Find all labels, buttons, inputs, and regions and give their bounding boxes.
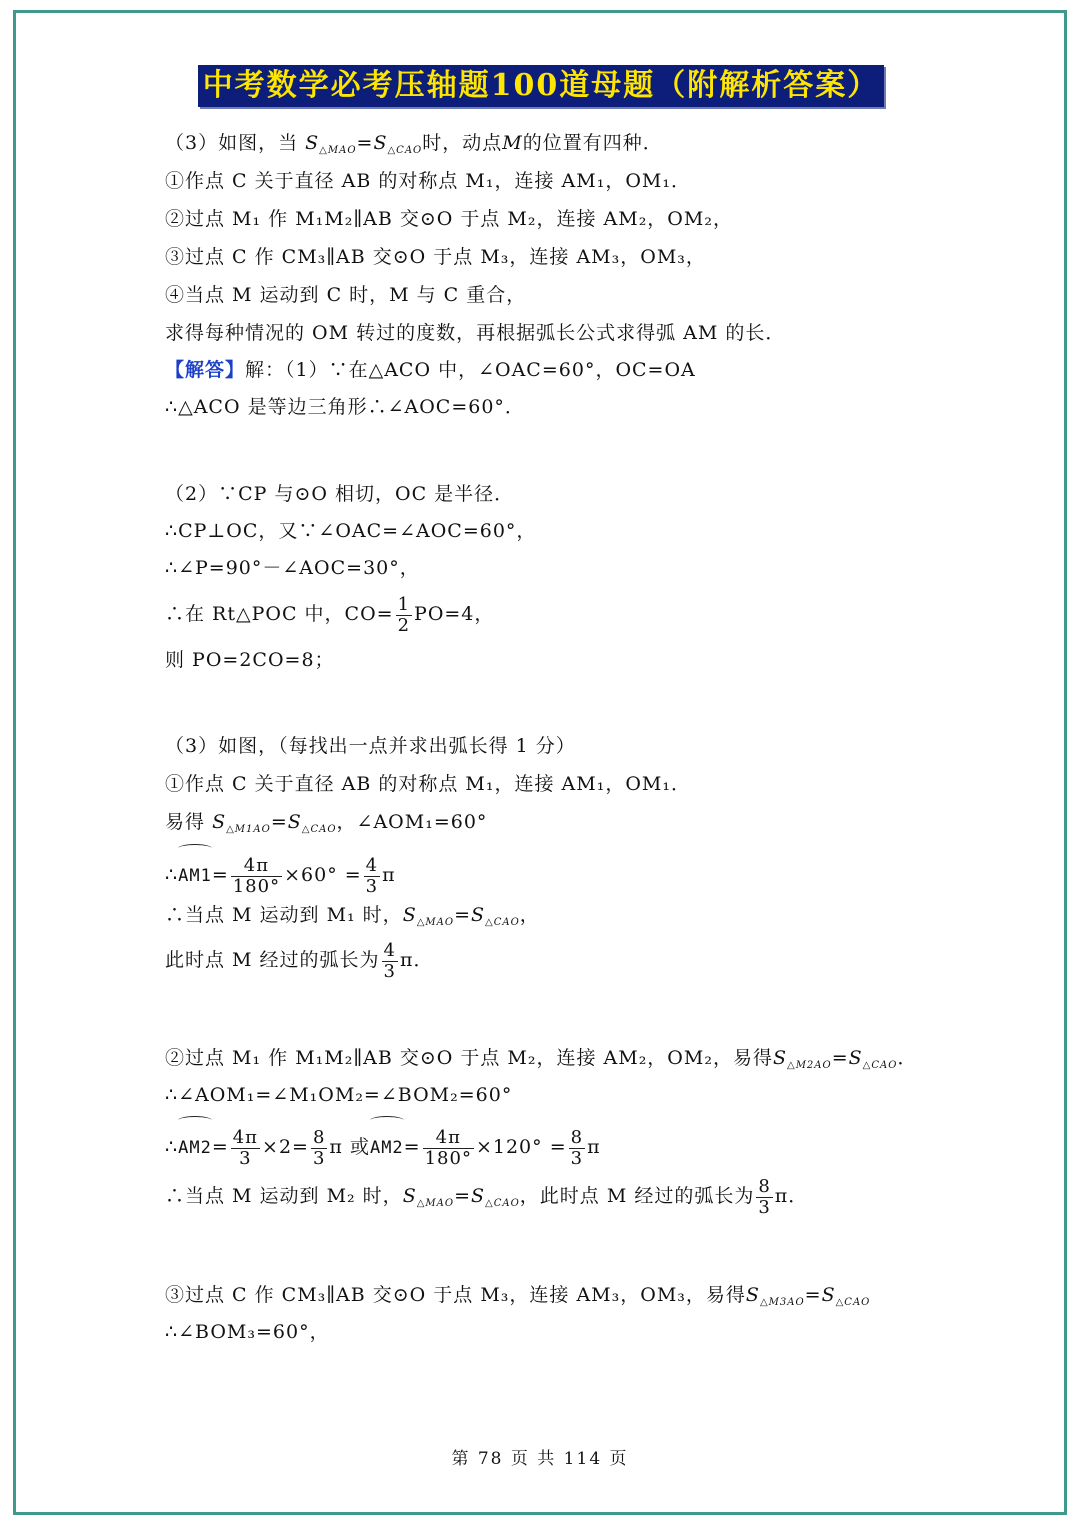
frac-num: 4 bbox=[365, 854, 379, 876]
math-sub: △CAO bbox=[835, 1297, 871, 1308]
line-case-2: ②过点 M₁ 作 M₁M₂∥AB 交⊙O 于点 M₂，连接 AM₂，OM₂， bbox=[165, 208, 733, 230]
line-case-2c: ∴∠AOM₁=∠M₁OM₂=∠BOM₂=60° bbox=[165, 1084, 513, 1106]
frac-den: 3 bbox=[312, 1147, 326, 1169]
line-answer-1 bbox=[165, 351, 696, 389]
frac-den: 3 bbox=[758, 1196, 771, 1218]
math-eq: = bbox=[549, 1136, 567, 1158]
math-S: S bbox=[471, 904, 486, 926]
math-S: S bbox=[471, 1185, 486, 1207]
page-number: 第 78 页 共 114 页 bbox=[451, 1449, 629, 1469]
frac-num: 4π bbox=[232, 1126, 259, 1148]
math-eq: = bbox=[211, 864, 229, 886]
math-eq: = bbox=[804, 1284, 822, 1306]
line-part-3-case-1: ①作点 C 关于直径 AB 的对称点 M₁，连接 AM₁，OM₁． bbox=[165, 773, 691, 795]
frac-den: 3 bbox=[365, 875, 379, 897]
line-part-2: （2）∵CP 与⊙O 相切，OC 是半径． bbox=[165, 483, 515, 505]
line-part-2c: ∴∠P=90°－∠AOC=30°， bbox=[165, 557, 420, 579]
frac-num: 8 bbox=[312, 1126, 326, 1148]
math-eq: = bbox=[831, 1047, 849, 1069]
math-S: S bbox=[212, 811, 227, 833]
frac-den: 3 bbox=[383, 960, 396, 982]
math-eq: = bbox=[344, 864, 362, 886]
line-case-1: ①作点 C 关于直径 AB 的对称点 M₁，连接 AM₁，OM₁． bbox=[165, 170, 691, 192]
math-sub: △CAO bbox=[387, 145, 423, 156]
frac-num: 1 bbox=[397, 593, 411, 615]
fraction-half bbox=[396, 593, 412, 636]
text: ③过点 C 作 CM₃∥AB 交⊙O 于点 M₃，连接 AM₃，OM₃，易得 bbox=[165, 1284, 746, 1306]
math-S: S bbox=[402, 1185, 417, 1207]
frac-den: 180° bbox=[424, 1147, 472, 1169]
math-S: S bbox=[373, 132, 388, 154]
line-case-4: ④当点 M 运动到 C 时，M 与 C 重合， bbox=[165, 284, 527, 306]
text: π． bbox=[400, 949, 434, 971]
fraction bbox=[382, 939, 398, 982]
text: ∴ bbox=[165, 1136, 179, 1158]
math-S: S bbox=[287, 811, 302, 833]
math-M: M bbox=[502, 132, 523, 154]
text: π 或 bbox=[329, 1136, 370, 1158]
line-arc-2 bbox=[165, 1116, 601, 1168]
line-3-intro bbox=[165, 124, 663, 162]
math-eq: = bbox=[454, 904, 471, 926]
text: ， bbox=[519, 904, 540, 926]
math-sub: △M3AO bbox=[759, 1297, 805, 1308]
text: π． bbox=[774, 1185, 809, 1207]
line-answer-1b: ∴△ACO 是等边三角形∴∠AOC=60°． bbox=[165, 396, 525, 418]
text: （3）如图，当 bbox=[165, 132, 299, 154]
fraction bbox=[231, 854, 282, 897]
fraction bbox=[231, 1126, 260, 1169]
line-part-2b: ∴CP⊥OC，又∵∠OAC=∠AOC=60°， bbox=[165, 520, 537, 542]
text: ×2= bbox=[262, 1136, 309, 1158]
line-part-3: （3）如图，（每找出一点并求出弧长得 1 分） bbox=[165, 735, 576, 757]
text: 时，动点 bbox=[422, 132, 503, 154]
text: ，此时点 M 经过的弧长为 bbox=[519, 1185, 755, 1207]
line-arc-1 bbox=[165, 844, 396, 896]
text: ∴在 Rt△POC 中，CO= bbox=[165, 603, 394, 625]
math-eq: = bbox=[270, 811, 288, 833]
fraction bbox=[756, 1175, 772, 1218]
text: ×120° bbox=[475, 1136, 543, 1158]
math-sub: △MAO bbox=[319, 145, 357, 156]
math-eq: = bbox=[356, 132, 374, 154]
text: ∴当点 M 运动到 M₁ 时， bbox=[165, 904, 403, 926]
arc-am2: AM2 bbox=[370, 1116, 404, 1174]
math-sub: △M2AO bbox=[787, 1060, 832, 1071]
text: ． bbox=[897, 1047, 918, 1069]
math-eq: = bbox=[211, 1136, 229, 1158]
line-case-3: ③过点 C 作 CM₃∥AB 交⊙O 于点 M₃，连接 AM₃，OM₃， bbox=[165, 246, 706, 268]
text: ②过点 M₁ 作 M₁M₂∥AB 交⊙O 于点 M₂，连接 AM₂，OM₂，易得 bbox=[165, 1047, 773, 1069]
arc-am2: AM2 bbox=[178, 1116, 212, 1174]
math-sub: △CAO bbox=[862, 1060, 898, 1071]
math-S: S bbox=[305, 132, 320, 154]
line-part-2d bbox=[165, 590, 494, 638]
fraction bbox=[311, 1126, 327, 1169]
text: ，∠AOM₁=60° bbox=[336, 811, 488, 833]
frac-num: 4 bbox=[383, 939, 396, 961]
math-sub: △CAO bbox=[485, 917, 520, 928]
line-part-2e: 则 PO=2CO=8； bbox=[165, 649, 335, 671]
math-sub: △MAO bbox=[416, 1198, 455, 1209]
line-case-2b bbox=[165, 1039, 917, 1077]
math-sub: △M1AO bbox=[226, 824, 271, 835]
frac-num: 4π bbox=[231, 857, 282, 877]
text: ∴ bbox=[165, 864, 179, 886]
text: PO=4， bbox=[414, 603, 495, 625]
math-sub: △CAO bbox=[301, 824, 337, 835]
frac-den: 3 bbox=[570, 1147, 584, 1169]
math-sub: △MAO bbox=[416, 917, 455, 928]
line-arc-1b bbox=[165, 896, 540, 934]
frac-num: 4π bbox=[423, 1129, 474, 1149]
line-arc-1c bbox=[165, 936, 434, 984]
text: ∴当点 M 运动到 M₂ 时， bbox=[165, 1185, 403, 1207]
fraction bbox=[423, 1126, 474, 1169]
text: 解：（1）∵在△ACO 中，∠OAC=60°，OC=OA bbox=[245, 359, 696, 381]
fraction bbox=[364, 854, 380, 897]
page-title: 中考数学必考压轴题100道母题（附解析答案） bbox=[198, 65, 884, 107]
line-method: 求得每种情况的 OM 转过的度数，再根据弧长公式求得弧 AM 的长． bbox=[165, 322, 786, 344]
answer-tag: 【解答】 bbox=[165, 359, 246, 381]
fraction bbox=[569, 1126, 585, 1169]
frac-num: 8 bbox=[570, 1126, 584, 1148]
math-sub: △CAO bbox=[485, 1198, 520, 1209]
math-S: S bbox=[848, 1047, 863, 1069]
frac-num: 8 bbox=[758, 1175, 771, 1197]
line-case-3c: ∴∠BOM₃=60°， bbox=[165, 1321, 330, 1343]
math-pi: π bbox=[382, 864, 396, 886]
line-case-3b bbox=[165, 1276, 870, 1314]
text: 易得 bbox=[165, 811, 206, 833]
math-S: S bbox=[402, 904, 417, 926]
math-S: S bbox=[821, 1284, 836, 1306]
text: ×60° bbox=[284, 864, 338, 886]
text: 的位置有四种． bbox=[522, 132, 663, 154]
frac-den: 180° bbox=[232, 875, 281, 897]
arc-am1: AM1 bbox=[178, 844, 212, 902]
line-part-3-case-1b bbox=[165, 803, 487, 841]
math-eq: = bbox=[454, 1185, 471, 1207]
text: 此时点 M 经过的弧长为 bbox=[165, 949, 380, 971]
frac-den: 2 bbox=[397, 614, 411, 636]
math-pi: π bbox=[587, 1136, 601, 1158]
math-S: S bbox=[772, 1047, 787, 1069]
line-arc-2b bbox=[165, 1172, 808, 1220]
frac-den: 3 bbox=[239, 1147, 252, 1169]
math-eq: = bbox=[403, 1136, 421, 1158]
math-S: S bbox=[745, 1284, 760, 1306]
